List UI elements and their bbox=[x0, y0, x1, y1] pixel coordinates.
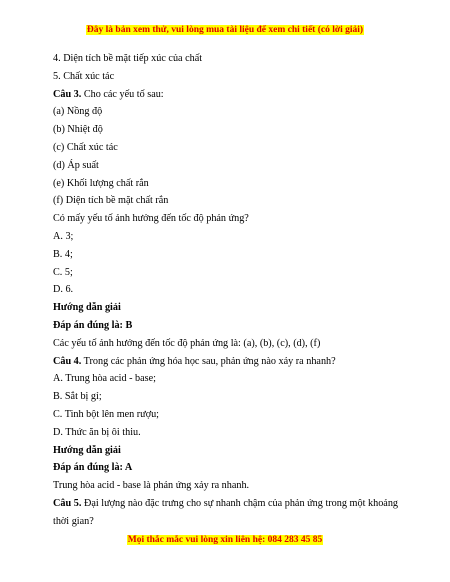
question-4-label: Câu 4. bbox=[53, 355, 82, 367]
question-5-text: Đại lượng nào đặc trưng cho sự nhanh chậm của phản ứng trong một khoảng thời gian? bbox=[53, 497, 399, 527]
explanation-text: Trung hòa acid - base là phản ứng xảy ra nhanh. bbox=[53, 480, 250, 492]
question-3-prompt: Có mấy yếu tố ảnh hưởng đến tốc độ phản ứng? bbox=[53, 213, 249, 225]
factor-item: (f) Diện tích bề mặt chất rắn bbox=[53, 195, 169, 207]
factor-item: (c) Chất xúc tác bbox=[53, 141, 118, 153]
contact-text: Mọi thắc mắc vui lòng xin liên hệ: 084 283 45 85 bbox=[127, 535, 323, 545]
factor-item: (e) Khối lượng chất rắn bbox=[53, 177, 149, 189]
question-3-label: Câu 3. bbox=[53, 88, 82, 100]
question-4 bbox=[53, 353, 398, 371]
previous-item: 4. Diện tích bề mặt tiếp xúc của chất bbox=[53, 53, 203, 64]
contact-banner bbox=[0, 534, 450, 547]
document-body bbox=[53, 50, 398, 531]
factor-item: (a) Nồng độ bbox=[53, 106, 103, 118]
answer-option: D. Thức ăn bị ôi thiu. bbox=[53, 426, 141, 438]
question-5 bbox=[53, 495, 398, 531]
factor-item: (b) Nhiệt độ bbox=[53, 124, 103, 136]
correct-answer: Đáp án đúng là: A bbox=[53, 462, 133, 474]
answer-option: A. Trung hòa acid - base; bbox=[53, 373, 156, 385]
question-5-label: Câu 5. bbox=[53, 497, 82, 509]
question-3-text: Cho các yếu tố sau: bbox=[81, 88, 164, 100]
question-4-text: Trong các phản ứng hóa học sau, phản ứng nào xảy ra nhanh? bbox=[81, 355, 336, 367]
correct-answer: Đáp án đúng là: B bbox=[53, 319, 133, 331]
answer-option: C. 5; bbox=[53, 266, 73, 278]
factor-item: (d) Áp suất bbox=[53, 159, 99, 171]
preview-notice-text: Đây là bản xem thử, vui lòng mua tài liệu để xem chi tiết (có lời giải) bbox=[86, 25, 364, 35]
answer-option: B. Sắt bị gỉ; bbox=[53, 391, 102, 403]
solution-heading: Hướng dẫn giải bbox=[53, 444, 121, 456]
solution-heading: Hướng dẫn giải bbox=[53, 302, 121, 314]
answer-option: C. Tinh bột lên men rượu; bbox=[53, 408, 160, 420]
preview-notice-banner bbox=[0, 24, 450, 37]
answer-option: A. 3; bbox=[53, 230, 74, 242]
answer-option: B. 4; bbox=[53, 248, 73, 260]
question-3 bbox=[53, 86, 398, 104]
explanation-text: Các yếu tố ảnh hưởng đến tốc độ phản ứng là: (a), (b), (c), (d), (f) bbox=[53, 337, 321, 349]
previous-item: 5. Chất xúc tác bbox=[53, 70, 115, 82]
answer-option: D. 6. bbox=[53, 284, 74, 296]
